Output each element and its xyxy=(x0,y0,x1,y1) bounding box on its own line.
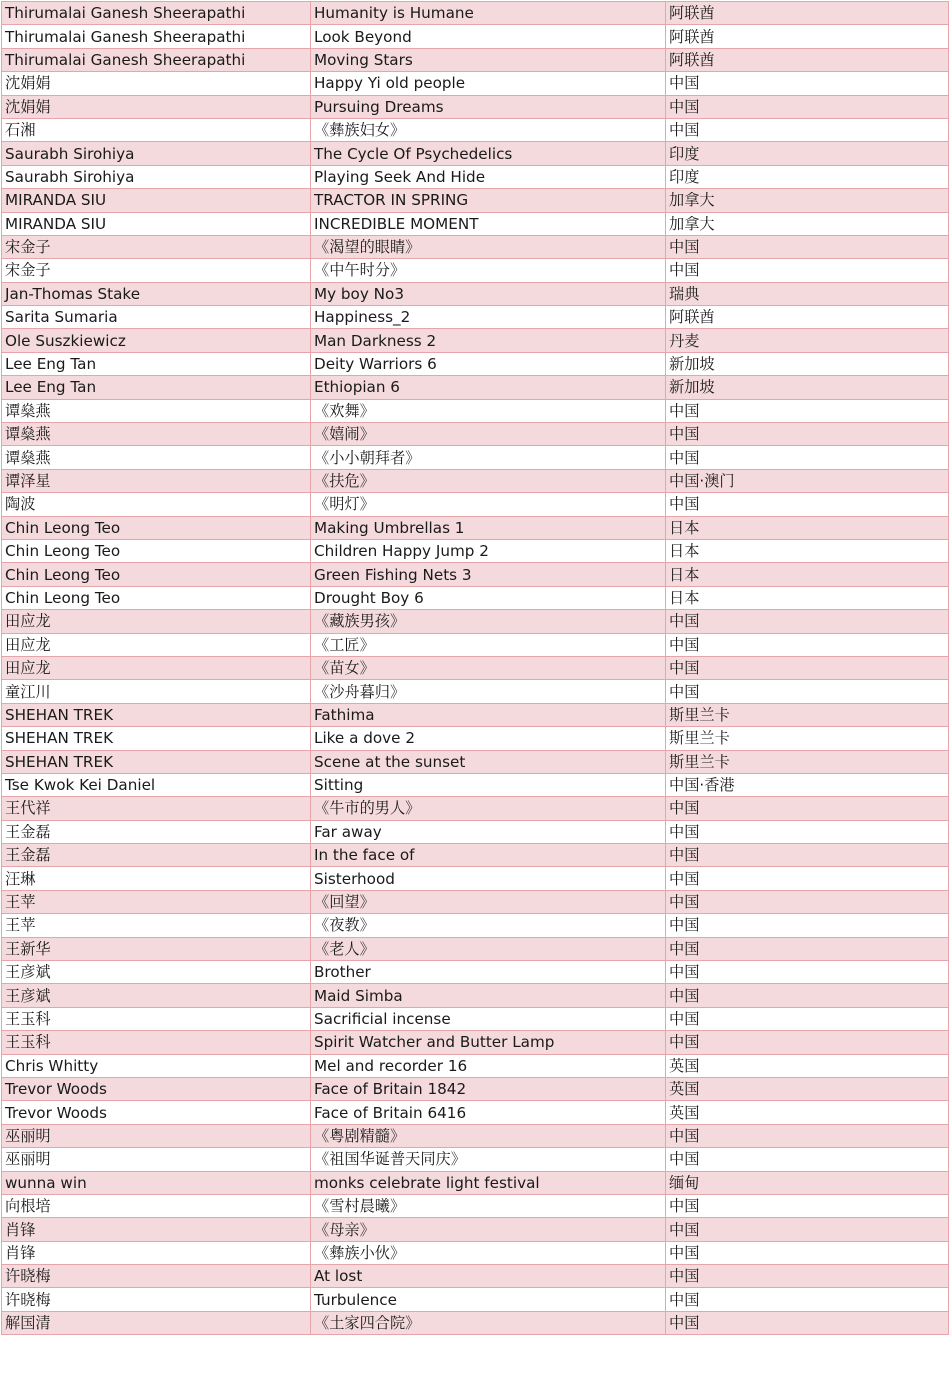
country-cell: 新加坡 xyxy=(666,376,949,399)
title-cell: 《藏族男孩》 xyxy=(311,610,666,633)
author-cell: 谭燊燕 xyxy=(2,446,311,469)
country-cell: 瑞典 xyxy=(666,282,949,305)
country-cell: 中国 xyxy=(666,1218,949,1241)
author-cell: 石湘 xyxy=(2,118,311,141)
title-cell: Happy Yi old people xyxy=(311,72,666,95)
country-cell: 斯里兰卡 xyxy=(666,727,949,750)
title-cell: 《夜教》 xyxy=(311,914,666,937)
title-cell: Maid Simba xyxy=(311,984,666,1007)
country-cell: 中国 xyxy=(666,1007,949,1030)
author-cell: Sarita Sumaria xyxy=(2,306,311,329)
table-row xyxy=(2,984,949,1007)
country-cell: 中国 xyxy=(666,493,949,516)
author-cell: 谭燊燕 xyxy=(2,399,311,422)
title-cell: Deity Warriors 6 xyxy=(311,352,666,375)
table-row xyxy=(2,1265,949,1288)
table-row xyxy=(2,189,949,212)
table-row xyxy=(2,586,949,609)
country-cell: 英国 xyxy=(666,1077,949,1100)
title-cell: Scene at the sunset xyxy=(311,750,666,773)
table-row xyxy=(2,329,949,352)
table-row xyxy=(2,1218,949,1241)
title-cell: Making Umbrellas 1 xyxy=(311,516,666,539)
table-row xyxy=(2,773,949,796)
title-cell: Man Darkness 2 xyxy=(311,329,666,352)
country-cell: 中国 xyxy=(666,1288,949,1311)
author-cell: 巫丽明 xyxy=(2,1148,311,1171)
table-row xyxy=(2,235,949,258)
country-cell: 加拿大 xyxy=(666,212,949,235)
table-row xyxy=(2,423,949,446)
title-cell: Children Happy Jump 2 xyxy=(311,539,666,562)
country-cell: 中国 xyxy=(666,844,949,867)
title-cell: Green Fishing Nets 3 xyxy=(311,563,666,586)
author-cell: 王彦斌 xyxy=(2,961,311,984)
title-cell: Happiness_2 xyxy=(311,306,666,329)
title-cell: Playing Seek And Hide xyxy=(311,165,666,188)
table-row xyxy=(2,890,949,913)
country-cell: 阿联酋 xyxy=(666,48,949,71)
country-cell: 中国 xyxy=(666,867,949,890)
country-cell: 中国 xyxy=(666,1031,949,1054)
title-cell: 《中午时分》 xyxy=(311,259,666,282)
table-row xyxy=(2,95,949,118)
table-row xyxy=(2,1194,949,1217)
title-cell: In the face of xyxy=(311,844,666,867)
author-cell: Thirumalai Ganesh Sheerapathi xyxy=(2,48,311,71)
country-cell: 斯里兰卡 xyxy=(666,703,949,726)
table-row xyxy=(2,680,949,703)
country-cell: 中国 xyxy=(666,656,949,679)
title-cell: 《牛市的男人》 xyxy=(311,797,666,820)
author-cell: 向根培 xyxy=(2,1194,311,1217)
title-cell: 《嬉闹》 xyxy=(311,423,666,446)
table-row xyxy=(2,72,949,95)
title-cell: Face of Britain 1842 xyxy=(311,1077,666,1100)
country-cell: 中国 xyxy=(666,961,949,984)
table-row xyxy=(2,165,949,188)
title-cell: Mel and recorder 16 xyxy=(311,1054,666,1077)
title-cell: 《沙舟暮归》 xyxy=(311,680,666,703)
author-cell: 许晓梅 xyxy=(2,1265,311,1288)
country-cell: 丹麦 xyxy=(666,329,949,352)
author-cell: Jan-Thomas Stake xyxy=(2,282,311,305)
title-cell: At lost xyxy=(311,1265,666,1288)
country-cell: 中国 xyxy=(666,1148,949,1171)
title-cell: Face of Britain 6416 xyxy=(311,1101,666,1124)
table-row xyxy=(2,118,949,141)
author-cell: 许晓梅 xyxy=(2,1288,311,1311)
author-cell: Trevor Woods xyxy=(2,1077,311,1100)
table-row xyxy=(2,1311,949,1334)
title-cell: 《欢舞》 xyxy=(311,399,666,422)
country-cell: 英国 xyxy=(666,1054,949,1077)
title-cell: 《小小朝拜者》 xyxy=(311,446,666,469)
country-cell: 印度 xyxy=(666,165,949,188)
table-row xyxy=(2,1124,949,1147)
table-row xyxy=(2,961,949,984)
country-cell: 日本 xyxy=(666,586,949,609)
country-cell: 英国 xyxy=(666,1101,949,1124)
author-cell: 田应龙 xyxy=(2,633,311,656)
country-cell: 加拿大 xyxy=(666,189,949,212)
author-cell: MIRANDA SIU xyxy=(2,212,311,235)
author-cell: 王苹 xyxy=(2,914,311,937)
table-row xyxy=(2,563,949,586)
author-cell: 王代祥 xyxy=(2,797,311,820)
country-cell: 中国 xyxy=(666,633,949,656)
country-cell: 日本 xyxy=(666,563,949,586)
author-cell: Chin Leong Teo xyxy=(2,563,311,586)
author-cell: Lee Eng Tan xyxy=(2,376,311,399)
author-cell: 王彦斌 xyxy=(2,984,311,1007)
table-row xyxy=(2,142,949,165)
country-cell: 中国 xyxy=(666,610,949,633)
table-row xyxy=(2,212,949,235)
title-cell: TRACTOR IN SPRING xyxy=(311,189,666,212)
author-cell: 肖锋 xyxy=(2,1241,311,1264)
table-row xyxy=(2,656,949,679)
author-cell: Lee Eng Tan xyxy=(2,352,311,375)
author-cell: 王玉科 xyxy=(2,1007,311,1030)
author-cell: 王苹 xyxy=(2,890,311,913)
author-cell: Chin Leong Teo xyxy=(2,586,311,609)
table-row xyxy=(2,1171,949,1194)
table-row xyxy=(2,469,949,492)
title-cell: Far away xyxy=(311,820,666,843)
title-cell: Look Beyond xyxy=(311,25,666,48)
country-cell: 中国 xyxy=(666,1241,949,1264)
author-cell: Chin Leong Teo xyxy=(2,539,311,562)
table-row xyxy=(2,914,949,937)
author-cell: 巫丽明 xyxy=(2,1124,311,1147)
title-cell: Turbulence xyxy=(311,1288,666,1311)
author-cell: SHEHAN TREK xyxy=(2,727,311,750)
author-cell: 谭泽星 xyxy=(2,469,311,492)
author-cell: 沈娟娟 xyxy=(2,72,311,95)
author-cell: Tse Kwok Kei Daniel xyxy=(2,773,311,796)
country-cell: 阿联酋 xyxy=(666,25,949,48)
author-cell: 陶波 xyxy=(2,493,311,516)
table-row xyxy=(2,399,949,422)
country-cell: 中国·澳门 xyxy=(666,469,949,492)
title-cell: The Cycle Of Psychedelics xyxy=(311,142,666,165)
table-row xyxy=(2,1031,949,1054)
country-cell: 斯里兰卡 xyxy=(666,750,949,773)
table-row xyxy=(2,493,949,516)
table-row xyxy=(2,2,949,25)
table-row xyxy=(2,1101,949,1124)
country-cell: 中国 xyxy=(666,1311,949,1334)
author-cell: 宋金子 xyxy=(2,259,311,282)
table-row xyxy=(2,1054,949,1077)
table-row xyxy=(2,25,949,48)
title-cell: 《工匠》 xyxy=(311,633,666,656)
author-cell: 童江川 xyxy=(2,680,311,703)
author-cell: 肖锋 xyxy=(2,1218,311,1241)
country-cell: 印度 xyxy=(666,142,949,165)
title-cell: Humanity is Humane xyxy=(311,2,666,25)
author-cell: Saurabh Sirohiya xyxy=(2,165,311,188)
author-cell: MIRANDA SIU xyxy=(2,189,311,212)
author-cell: Chris Whitty xyxy=(2,1054,311,1077)
country-cell: 中国 xyxy=(666,399,949,422)
author-cell: 解国清 xyxy=(2,1311,311,1334)
title-cell: Sacrificial incense xyxy=(311,1007,666,1030)
country-cell: 中国 xyxy=(666,118,949,141)
country-cell: 日本 xyxy=(666,516,949,539)
author-cell: 王玉科 xyxy=(2,1031,311,1054)
country-cell: 中国 xyxy=(666,890,949,913)
table-row xyxy=(2,282,949,305)
author-cell: 汪琳 xyxy=(2,867,311,890)
country-cell: 中国 xyxy=(666,235,949,258)
title-cell: Pursuing Dreams xyxy=(311,95,666,118)
title-cell: Drought Boy 6 xyxy=(311,586,666,609)
table-row xyxy=(2,539,949,562)
author-cell: 田应龙 xyxy=(2,610,311,633)
country-cell: 中国 xyxy=(666,937,949,960)
table-row xyxy=(2,1077,949,1100)
title-cell: Ethiopian 6 xyxy=(311,376,666,399)
table-row xyxy=(2,750,949,773)
country-cell: 中国·香港 xyxy=(666,773,949,796)
title-cell: 《老人》 xyxy=(311,937,666,960)
author-cell: 王金磊 xyxy=(2,820,311,843)
title-cell: Brother xyxy=(311,961,666,984)
table-row xyxy=(2,703,949,726)
entries-table xyxy=(1,1,949,1335)
title-cell: monks celebrate light festival xyxy=(311,1171,666,1194)
title-cell: 《彝族小伙》 xyxy=(311,1241,666,1264)
title-cell: 《粤剧精髓》 xyxy=(311,1124,666,1147)
country-cell: 中国 xyxy=(666,984,949,1007)
title-cell: 《苗女》 xyxy=(311,656,666,679)
author-cell: 王金磊 xyxy=(2,844,311,867)
table-row xyxy=(2,446,949,469)
country-cell: 中国 xyxy=(666,680,949,703)
table-row xyxy=(2,610,949,633)
table-row xyxy=(2,867,949,890)
title-cell: Spirit Watcher and Butter Lamp xyxy=(311,1031,666,1054)
author-cell: 沈娟娟 xyxy=(2,95,311,118)
title-cell: Sitting xyxy=(311,773,666,796)
country-cell: 中国 xyxy=(666,259,949,282)
table-row xyxy=(2,1007,949,1030)
country-cell: 日本 xyxy=(666,539,949,562)
table-row xyxy=(2,1241,949,1264)
country-cell: 中国 xyxy=(666,820,949,843)
title-cell: 《扶危》 xyxy=(311,469,666,492)
title-cell: 《祖国华诞普天同庆》 xyxy=(311,1148,666,1171)
author-cell: Ole Suszkiewicz xyxy=(2,329,311,352)
title-cell: Fathima xyxy=(311,703,666,726)
author-cell: 田应龙 xyxy=(2,656,311,679)
author-cell: SHEHAN TREK xyxy=(2,750,311,773)
country-cell: 中国 xyxy=(666,1124,949,1147)
title-cell: Moving Stars xyxy=(311,48,666,71)
title-cell: INCREDIBLE MOMENT xyxy=(311,212,666,235)
country-cell: 中国 xyxy=(666,797,949,820)
title-cell: Like a dove 2 xyxy=(311,727,666,750)
title-cell: My boy No3 xyxy=(311,282,666,305)
table-row xyxy=(2,1148,949,1171)
country-cell: 中国 xyxy=(666,95,949,118)
author-cell: 谭燊燕 xyxy=(2,423,311,446)
table-row xyxy=(2,376,949,399)
table-row xyxy=(2,352,949,375)
author-cell: Thirumalai Ganesh Sheerapathi xyxy=(2,2,311,25)
country-cell: 新加坡 xyxy=(666,352,949,375)
table-row xyxy=(2,937,949,960)
table-row xyxy=(2,306,949,329)
table-row xyxy=(2,259,949,282)
author-cell: SHEHAN TREK xyxy=(2,703,311,726)
country-cell: 中国 xyxy=(666,446,949,469)
title-cell: Sisterhood xyxy=(311,867,666,890)
author-cell: Chin Leong Teo xyxy=(2,516,311,539)
author-cell: 王新华 xyxy=(2,937,311,960)
title-cell: 《渴望的眼睛》 xyxy=(311,235,666,258)
title-cell: 《母亲》 xyxy=(311,1218,666,1241)
country-cell: 中国 xyxy=(666,72,949,95)
country-cell: 中国 xyxy=(666,914,949,937)
table-row xyxy=(2,727,949,750)
country-cell: 阿联酋 xyxy=(666,2,949,25)
title-cell: 《明灯》 xyxy=(311,493,666,516)
country-cell: 阿联酋 xyxy=(666,306,949,329)
country-cell: 中国 xyxy=(666,1265,949,1288)
author-cell: Saurabh Sirohiya xyxy=(2,142,311,165)
table-row xyxy=(2,48,949,71)
title-cell: 《土家四合院》 xyxy=(311,1311,666,1334)
entries-table-body xyxy=(2,2,949,1335)
table-row xyxy=(2,797,949,820)
title-cell: 《雪村晨曦》 xyxy=(311,1194,666,1217)
author-cell: Trevor Woods xyxy=(2,1101,311,1124)
title-cell: 《彝族妇女》 xyxy=(311,118,666,141)
table-row xyxy=(2,844,949,867)
table-row xyxy=(2,1288,949,1311)
author-cell: 宋金子 xyxy=(2,235,311,258)
country-cell: 中国 xyxy=(666,423,949,446)
country-cell: 中国 xyxy=(666,1194,949,1217)
author-cell: Thirumalai Ganesh Sheerapathi xyxy=(2,25,311,48)
author-cell: wunna win xyxy=(2,1171,311,1194)
table-row xyxy=(2,820,949,843)
title-cell: 《回望》 xyxy=(311,890,666,913)
table-row xyxy=(2,516,949,539)
table-row xyxy=(2,633,949,656)
country-cell: 缅甸 xyxy=(666,1171,949,1194)
